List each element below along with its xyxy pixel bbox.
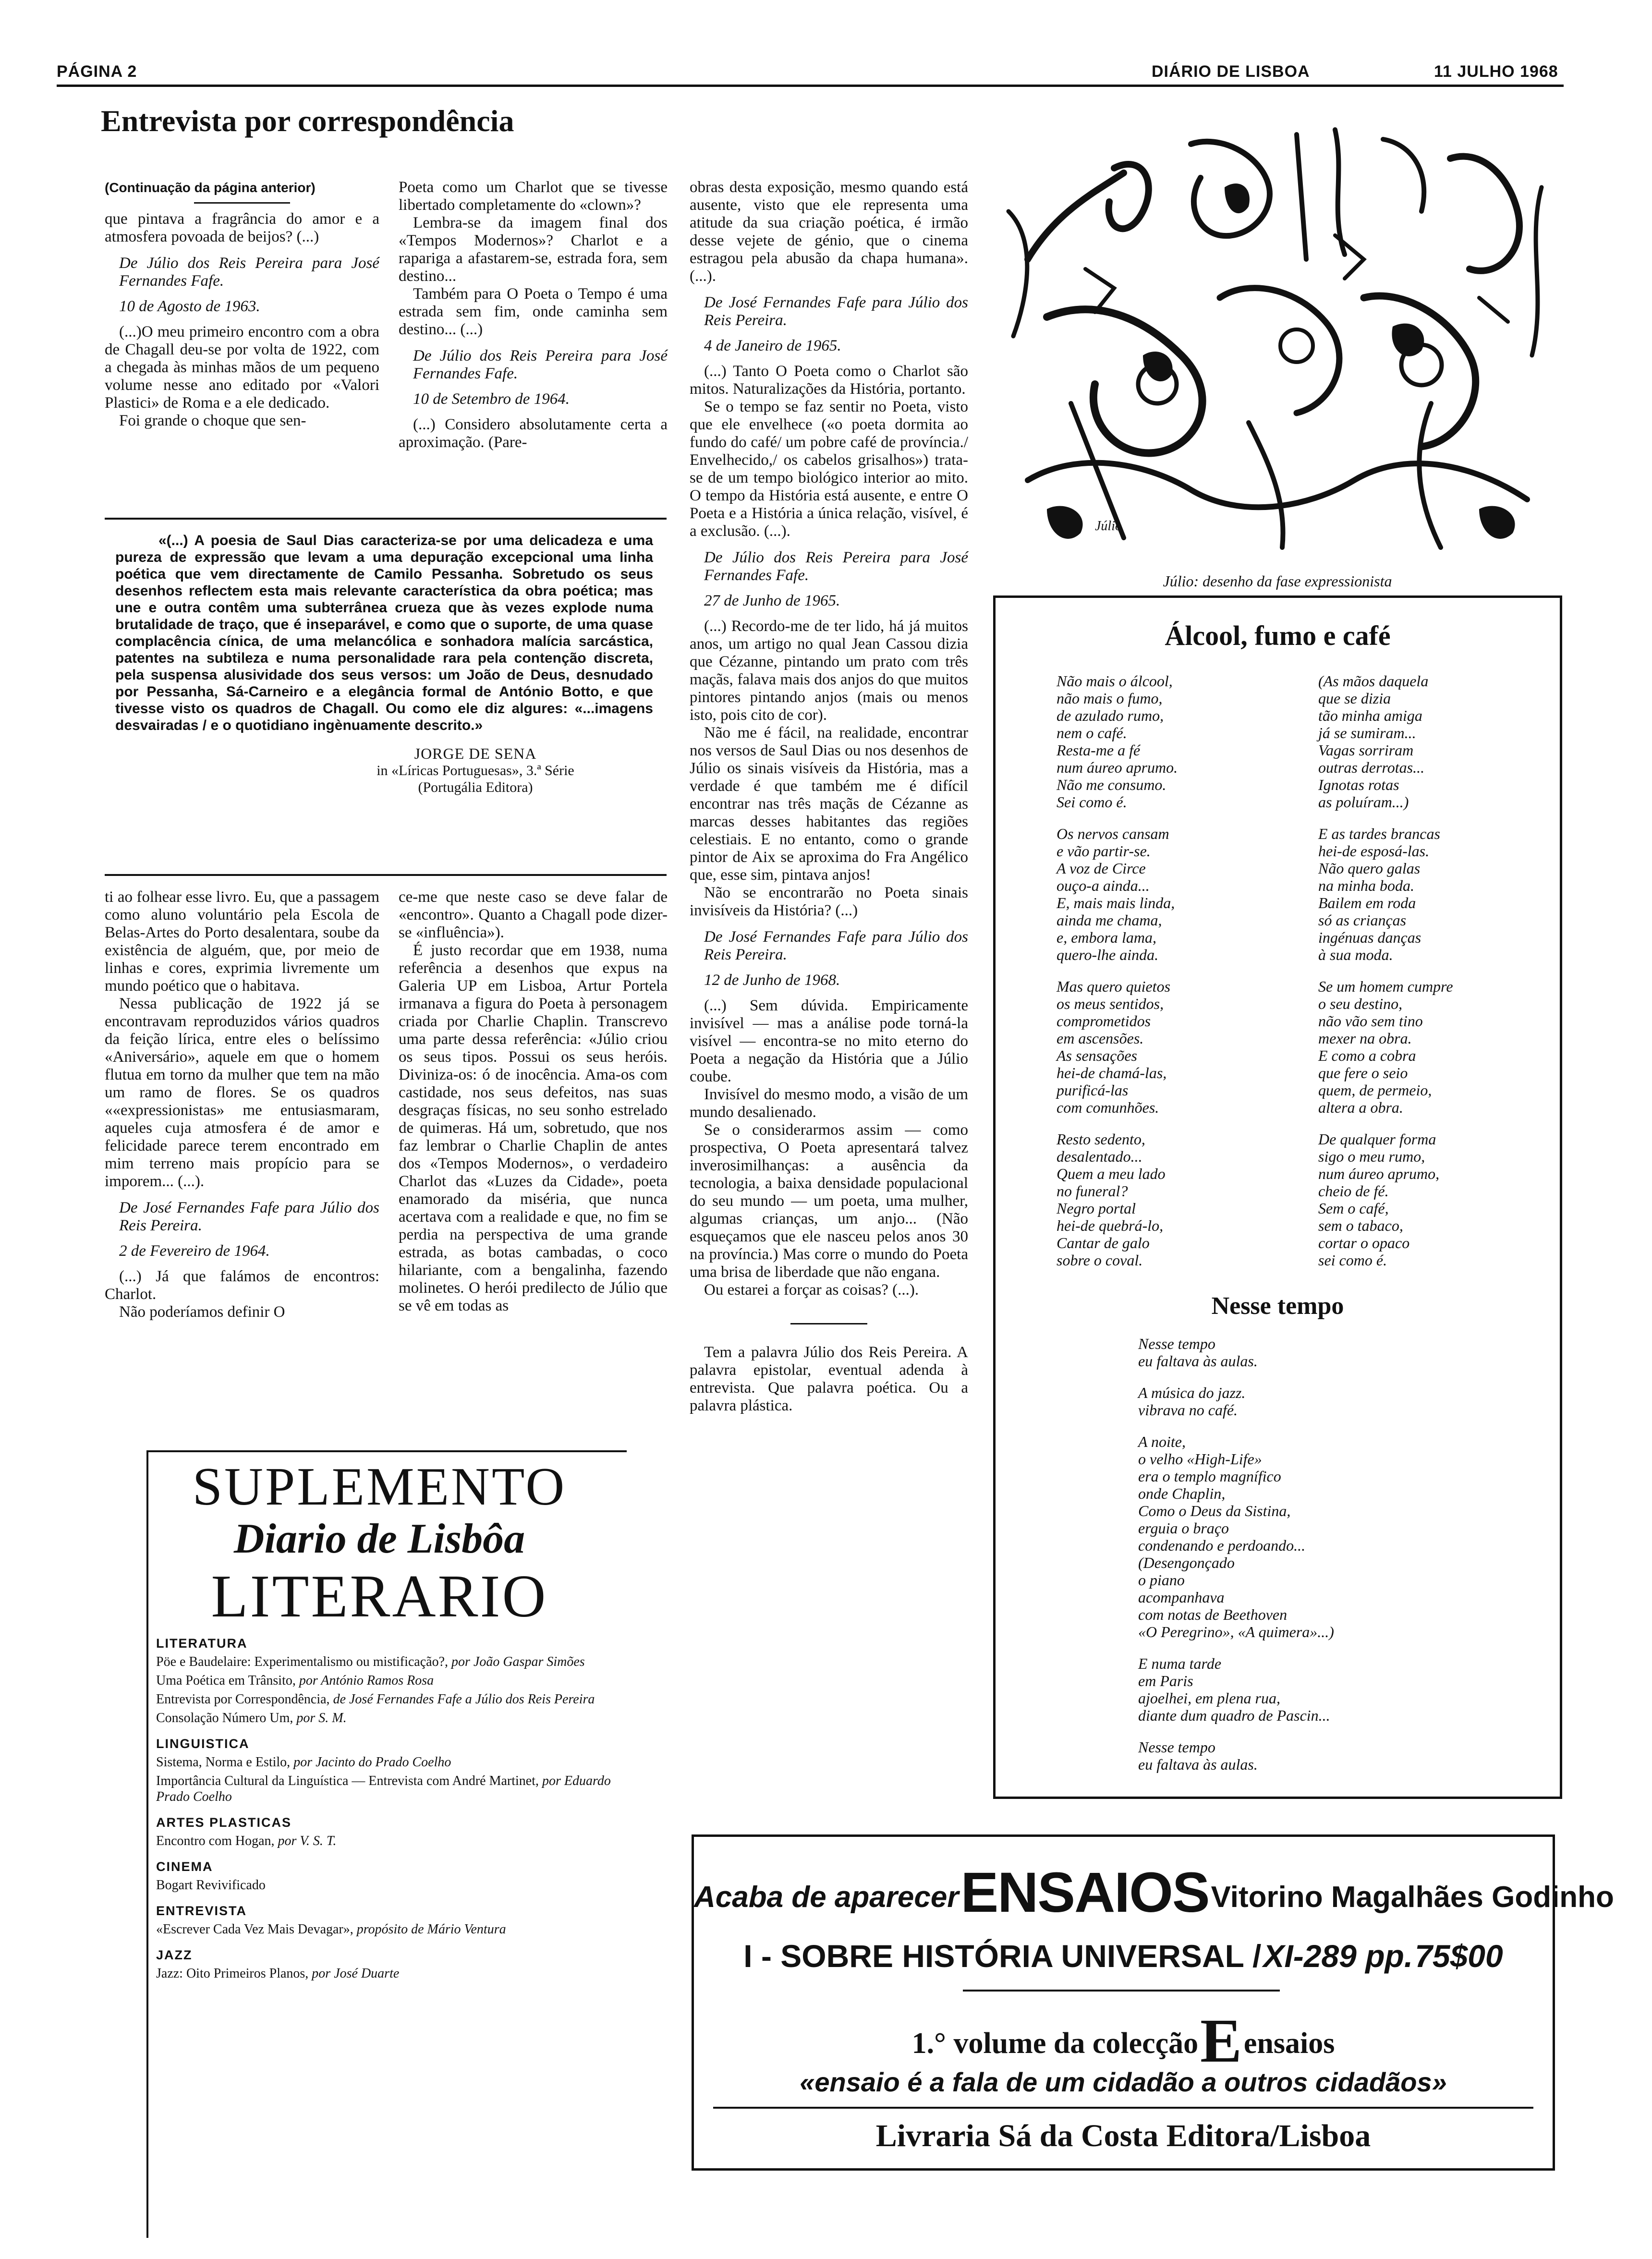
poem-1-left-column (1057, 672, 1287, 1283)
poem-line: Bailem em roda (1318, 894, 1416, 911)
poem-line: em ascensões. (1057, 1030, 1144, 1047)
poem-line: o seu destino, (1318, 995, 1403, 1012)
continuation-note: (Continuação da página anterior) (105, 180, 316, 195)
poem-line: Não mais o álcool, (1057, 672, 1173, 690)
supplement-section-heading: JAZZ (156, 1948, 193, 1962)
poem-line: ingénuas danças (1318, 929, 1421, 946)
poem-stanza (1057, 978, 1287, 1116)
letter-date: 10 de Setembro de 1964. (413, 390, 570, 408)
supplement-rule-top (146, 1450, 627, 1452)
supplement-item-title: Sistema, Norma e Estilo, (156, 1755, 294, 1770)
poem-line: Vagas sorriram (1318, 741, 1414, 759)
quote-author: JORGE DE SENA (414, 745, 537, 762)
poem-line: hei-de chamá-las, (1057, 1064, 1167, 1081)
poem-stanza (1138, 1335, 1474, 1370)
paragraph: Não poderíamos definir O (119, 1303, 285, 1321)
poem-line: Os nervos cansam (1057, 825, 1169, 842)
paragraph: Se o considerarmos assim — como prospectiva, O Poeta apresentará talvez inverosimilhanças: a ausência da tecnologia, a baixa densidade populacional do seu mundo — um poeta, uma mulher, algumas crianças, um anjo... (Não esqueçamos que ele nasceu pelos anos 30 na província.) Mas corre o mundo do Poeta uma brisa de liberdade que não engana. (690, 1121, 968, 1281)
short-rule (194, 202, 290, 204)
column-2-bottom (399, 888, 668, 1315)
paragraph: (...) Já que falámos de encontros: Charlot. (105, 1268, 379, 1303)
paragraph: Lembra-se da imagem final dos «Tempos Modernos»? Charlot e a rapariga a afastarem-se, estrada fora, sem destino... (399, 214, 668, 285)
poem-line: que fere o seio (1318, 1064, 1408, 1081)
poem-line: E numa tarde (1138, 1655, 1222, 1672)
poem-line: Negro portal (1057, 1200, 1136, 1217)
poem-stanza (1318, 978, 1539, 1116)
poem-line: os meus sentidos, (1057, 995, 1164, 1012)
poem-line: as poluíram...) (1318, 793, 1409, 811)
poem-line: Não quero galas (1318, 860, 1421, 877)
poem-line: quem, de permeio, (1318, 1081, 1432, 1099)
poem-line: Resta-me a fé (1057, 741, 1141, 759)
supplement-item (156, 1654, 612, 1670)
paragraph: que pintava a fragrância do amor e a atmosfera povoada de beijos? (...) (105, 210, 379, 245)
poem-line: de azulado rumo, (1057, 707, 1164, 724)
quote-rule-bottom (105, 874, 667, 876)
poem-line: A voz de Circe (1057, 860, 1146, 877)
poem-line: sobre o coval. (1057, 1251, 1143, 1269)
ad-divider (963, 1990, 1280, 1992)
poem-line: Mas quero quietos (1057, 978, 1171, 995)
poem-line: hei-de quebrá-lo, (1057, 1217, 1164, 1234)
expressionist-drawing (999, 115, 1556, 567)
poem-line: sem o tabaco, (1318, 1217, 1403, 1234)
poem-line: Ignotas rotas (1318, 776, 1399, 793)
poem-line: sigo o meu rumo, (1318, 1148, 1425, 1165)
poem-line: As sensações (1057, 1047, 1137, 1064)
paragraph: Poeta como um Charlot que se tivesse libertado completamente do «clown»? (399, 179, 668, 214)
poem-line: (Desengonçado (1138, 1554, 1235, 1571)
poem-line: hei-de esposá-las. (1318, 842, 1430, 860)
quote-text: «(...) A poesia de Saul Dias caracteriza-se por uma delicadeza e uma pureza de expressão que levam a uma depuração excepcional uma linha poética que vem directamente de Camilo Pessanha. Sobretudo os seus desenhos reflectem esta mais relevante característica da obra poética; mas une e outra contêm uma subterrânea crueza que às vezes explode numa brutalidade de traço, que é inseparável, e como que o suporte, de uma quase complacência cínica, de uma melancólica e sonhadora malícia sarcástica, patentes na subtileza e numa personalidade rara pela contenção discreta, pela suspensa alusividade dos seus versos: um João de Deus, desnudado por Pessanha, Sá-Carneiro e a elegância formal de António Botto, e que tivesse visto os quadros de Chagall. Ou como ele diz algures: «...imagens desvairadas / e o quotidiano ingènuamente descrito.» (115, 533, 653, 733)
ad-subtitle-line (694, 1938, 1553, 1974)
poem-line: e vão partir-se. (1057, 842, 1151, 860)
supplement-section-heading: LITERATURA (156, 1636, 248, 1651)
poem-line: purificá-las (1057, 1081, 1129, 1099)
letter-date: 4 de Janeiro de 1965. (704, 337, 841, 354)
poem-line: não mais o fumo, (1057, 690, 1163, 707)
letter-signature: De Júlio dos Reis Pereira para José Fernandes Fafe. (119, 255, 379, 290)
quote-box (115, 532, 653, 796)
poem-stanza (1138, 1738, 1474, 1773)
poem-stanza (1318, 825, 1539, 963)
supplement-item (156, 1966, 612, 1981)
supplement-item-author: por Eduardo Prado Coelho (156, 1773, 611, 1804)
poem-line: outras derrotas... (1318, 759, 1425, 776)
supplement-item (156, 1773, 612, 1805)
paragraph: (...) Tanto O Poeta como o Charlot são mitos. Naturalizações da História, portanto. (690, 363, 968, 398)
closing-paragraph: Tem a palavra Júlio dos Reis Pereira. A palavra epistolar, eventual adenda à entrevista. Que palavra poética. Ou a palavra plástica. (690, 1344, 968, 1414)
ad-title-line (694, 1860, 1614, 1925)
ad-book-title: ENSAIOS (960, 1861, 1209, 1924)
paragraph: Ou estarei a forçar as coisas? (...). (704, 1281, 919, 1299)
poem-line: E, mais mais linda, (1057, 894, 1175, 911)
supplement-item-title: Pöe e Baudelaire: Experimentalismo ou mistificação?, (156, 1654, 452, 1669)
paragraph: (...) Sem dúvida. Empiricamente invisível — mas a análise pode torná-la visível — encontra-se no mito eterno do Poeta a negação da História que a Júlio coube. (690, 997, 968, 1085)
poem-line: eu faltava às aulas. (1138, 1352, 1258, 1370)
supplement-item-title: Consolação Número Um, (156, 1711, 297, 1725)
supplement-item (156, 1921, 612, 1937)
poem-line: em Paris (1138, 1672, 1193, 1689)
paragraph: ce-me que neste caso se deve falar de «encontro». Quanto a Chagall pode dizer-se «influência»). (399, 888, 668, 941)
poem-line: «O Peregrino», «A quimera»...) (1138, 1623, 1334, 1640)
ad-slogan (694, 2066, 1553, 2098)
poem-line: comprometidos (1057, 1012, 1151, 1030)
poem-line: altera a obra. (1318, 1099, 1403, 1116)
letter-signature: De José Fernandes Fafe para Júlio dos Reis Pereira. (704, 928, 968, 963)
supplement-item (156, 1673, 612, 1688)
supplement-title-bottom: LITERARIO (211, 1563, 548, 1630)
supplement-item-author: de José Fernandes Fafe a Júlio dos Reis Pereira (333, 1692, 595, 1707)
ad-subtitle: I - SOBRE HISTÓRIA UNIVERSAL / (743, 1938, 1262, 1974)
poem-line: desalentado... (1057, 1148, 1142, 1165)
poem-line: E as tardes brancas (1318, 825, 1440, 842)
poem-line: Resto sedento, (1057, 1130, 1145, 1148)
paragraph: É justo recordar que em 1938, numa referência a desenhos que expus na Galeria UP em Lisboa, Artur Portela irmanava a figura do Poeta à personagem criada por Charlie Chaplin. Transcrevo uma parte dessa referência: «Júlio criou os seus tipos. Possui os seus heróis. Diviniza-os: ó de inocência. Ama-os com castidade, nos seus defeitos, nas suas desgraças físicas, no seu sonho estrelado de quimeras. Há um, sobretudo, que nos faz lembrar o Charlie Chaplin de antes dos «Tempos Modernos», o verdadeiro Charlot das «Luzes da Cidade», poeta enamorado da miséria, que nunca acertava com a realidade e que, no fim se perdia na perspectiva de uma grande estrada, as botas cambadas, o coco hilariante, com a bengalinha, fazendo molinetes. O herói predilecto de Júlio que se vê em todas as (399, 942, 668, 1314)
poem-line: à sua moda. (1318, 946, 1393, 963)
poem-line: De qualquer forma (1318, 1130, 1436, 1148)
poem-line: que se dizia (1318, 690, 1391, 707)
supplement-item (156, 1833, 612, 1849)
supplement-item (156, 1691, 612, 1707)
poem-line: na minha boda. (1318, 877, 1414, 894)
supplement-item-title: Bogart Revivificado (156, 1878, 266, 1893)
paragraph: (...) Considero absolutamente certa a aproximação. (Pare- (399, 416, 668, 451)
book-advertisement (692, 1834, 1614, 2171)
quote-source: in «Líricas Portuguesas», 3.ª Série (377, 763, 574, 778)
poem-line: quero-lhe ainda. (1057, 946, 1159, 963)
supplement-section-heading: CINEMA (156, 1859, 213, 1874)
poem-stanza (1318, 1130, 1539, 1269)
poem-line: onde Chaplin, (1138, 1485, 1226, 1502)
poem-line: num áureo aprumo. (1057, 759, 1178, 776)
poem-line: no funeral? (1057, 1182, 1128, 1200)
paragraph: Não se encontrarão no Poeta sinais invisíveis da História? (...) (690, 884, 968, 919)
supplement-item-title: Uma Poética em Trânsito, (156, 1673, 299, 1688)
poem-line: sei como é. (1318, 1251, 1387, 1269)
supplement-item-author: por V. S. T. (278, 1834, 337, 1848)
newspaper-name: DIÁRIO DE LISBOA (1152, 62, 1310, 81)
letter-signature: De Júlio dos Reis Pereira para José Fernandes Fafe. (704, 549, 968, 584)
ad-volume-a: 1.° volume da colecção (911, 2027, 1199, 2060)
column-1-bottom (105, 888, 379, 1321)
supplement-title-top: SUPLEMENTO (192, 1457, 567, 1517)
poem-line: Sem o café, (1318, 1200, 1389, 1217)
ad-publisher-line (694, 2118, 1553, 2154)
quote-publisher: (Portugália Editora) (418, 779, 533, 795)
poem-line: cheio de fé. (1318, 1182, 1389, 1200)
supplement-item-title: Encontro com Hogan, (156, 1834, 278, 1848)
column-3 (690, 179, 968, 1415)
supplement-item (156, 1710, 612, 1726)
supplement-item-author: por José Duarte (312, 1966, 400, 1981)
poem-line: o piano (1138, 1571, 1185, 1589)
column-2-top (399, 179, 668, 451)
poem-line: Quem a meu lado (1057, 1165, 1166, 1182)
paragraph: Invisível do mesmo modo, a visão de um mundo desalienado. (690, 1086, 968, 1121)
supplement-rule-left (146, 1450, 148, 2238)
poem-line: num áureo aprumo, (1318, 1165, 1440, 1182)
letter-date: 2 de Fevereiro de 1964. (119, 1242, 270, 1260)
header-rule (57, 85, 1564, 87)
supplement-item-author: por Jacinto do Prado Coelho (293, 1755, 451, 1770)
poem-stanza (1057, 1130, 1287, 1269)
poem-2 (1138, 1335, 1474, 1787)
poem-line: ajoelhei, em plena rua, (1138, 1689, 1280, 1707)
poem-line: acompanhava (1138, 1589, 1225, 1606)
poem-line: o velho «High-Life» (1138, 1450, 1262, 1468)
ad-publisher: Livraria Sá da Costa Editora/Lisboa (875, 2118, 1371, 2153)
poem-stanza (1318, 672, 1539, 811)
ad-slogan-text: «ensaio é a fala de um cidadão a outros cidadãos» (800, 2067, 1447, 2097)
ad-lead: Acaba de aparecer (694, 1881, 959, 1914)
paragraph: ti ao folhear esse livro. Eu, que a passagem como aluno voluntário pela Escola de Belas-Artes do Porto desalentara, soube da existência de alguém, que, por meio de linhas e cores, exprimia livremente um mundo poético que o habitava. (105, 888, 379, 995)
poem-title-1: Álcool, fumo e café (1165, 620, 1391, 651)
page-number: PÁGINA 2 (57, 62, 137, 81)
drawing-caption: Júlio: desenho da fase expressionista (1163, 572, 1392, 590)
supplement-item-author: por João Gaspar Simões (451, 1654, 585, 1669)
paragraph: Nessa publicação de 1922 já se encontravam reproduzidos vários quadros da feição lírica, entre eles o belíssimo «Aniversário», aquele em que o homem flutua em torno da mulher que tem na mão um ramo de flores. Se os quadros ««expressionistas» me entusiasmaram, aqueles cuja atmosfera é de amor e felicidade parece terem encontrado em mim terreno mais propício para se imporem... (...). (105, 995, 379, 1190)
supplement-contents (156, 1626, 612, 1984)
ad-price: 75$00 (1415, 1938, 1503, 1974)
article-title: Entrevista por correspondência (101, 104, 514, 138)
supplement-section-heading: LINGUISTICA (156, 1737, 250, 1751)
supplement-item-title: Entrevista por Correspondência, (156, 1692, 333, 1707)
poem-stanza (1057, 825, 1287, 963)
supplement-section-heading: ARTES PLASTICAS (156, 1815, 292, 1830)
ad-pages: XI-289 pp. (1263, 1938, 1413, 1974)
poem-line: Como o Deus da Sistina, (1138, 1502, 1291, 1519)
poem-line: ainda me chama, (1057, 911, 1162, 929)
letter-signature: De Júlio dos Reis Pereira para José Fernandes Fafe. (413, 347, 668, 382)
supplement-item-author: propósito de Mário Ventura (356, 1922, 506, 1937)
paragraph: (...) Recordo-me de ter lido, há já muitos anos, um artigo no qual Jean Cassou dizia que Cézanne, pintando um prato com três maçãs, falava mais dos anjos do que muitos pintores pintando anjos (mais ou menos isto, pois cito de cor). (690, 618, 968, 724)
letter-date: 10 de Agosto de 1963. (119, 298, 260, 315)
letter-signature: De José Fernandes Fafe para Júlio dos Reis Pereira. (119, 1199, 379, 1234)
letter-date: 12 de Junho de 1968. (704, 972, 840, 989)
poem-line: tão minha amiga (1318, 707, 1422, 724)
poem-line: A noite, (1138, 1433, 1186, 1450)
paragraph: Foi grande o choque que sen- (119, 412, 306, 429)
paragraph: Também para O Poeta o Tempo é uma estrada sem fim, onde caminha sem destino... (...) (399, 285, 668, 338)
letter-date: 27 de Junho de 1965. (704, 592, 840, 609)
ad-volume-b: ensaios (1243, 2027, 1335, 2060)
paragraph: obras desta exposição, mesmo quando está ausente, visto que ele representa uma atitude da sua criação poética, é irmão desse vejete de génio, que o cinema estragou pela abusão da chapa humana». (...). (690, 179, 968, 285)
poem-line: diante dum quadro de Pascin... (1138, 1707, 1330, 1724)
poem-line: Se um homem cumpre (1318, 978, 1453, 995)
poem-line: com comunhões. (1057, 1099, 1159, 1116)
poem-line: e, embora lama, (1057, 929, 1156, 946)
poem-line: era o templo magnífico (1138, 1468, 1281, 1485)
poem-line: E como a cobra (1318, 1047, 1416, 1064)
poem-stanza (1138, 1433, 1474, 1640)
poem-line: Nesse tempo (1138, 1335, 1215, 1352)
poem-line: A música do jazz. (1138, 1384, 1246, 1401)
ad-collection-logo: E (1200, 2006, 1242, 2076)
poem-line: já se sumiram... (1318, 724, 1416, 741)
poem-line: só as crianças (1318, 911, 1407, 929)
supplement-item-author: por António Ramos Rosa (299, 1673, 434, 1688)
poem-line: (As mãos daquela (1318, 672, 1429, 690)
poem-line: não vão sem tino (1318, 1012, 1423, 1030)
poem-line: mexer na obra. (1318, 1030, 1412, 1047)
poem-line: vibrava no café. (1138, 1401, 1238, 1419)
paragraph: Se o tempo se faz sentir no Poeta, visto que ele envelhece («o poeta dormita ao fundo do café/ um pobre café de província./ Envelhecido,/ os cabelos grisalhos») trata-se de um tempo biológico interior ao mito. O tempo da História está ausente, e entre O Poeta e a História a única relação, visível, é a exclusão. (...). (690, 398, 968, 540)
drawing-signature: Júlio (1095, 519, 1122, 534)
drawing-svg (999, 115, 1556, 567)
supplement-item-author: por S. M. (296, 1711, 347, 1725)
short-rule (790, 1323, 867, 1324)
letter-signature: De José Fernandes Fafe para Júlio dos Reis Pereira. (704, 294, 968, 329)
paragraph: (...)O meu primeiro encontro com a obra de Chagall deu-se por volta de 1922, com a chegada às minhas mãos de um pequeno volume nesse ano editado por «Valori Plastici» de Roma e a ele dedicado. (105, 323, 379, 412)
paragraph: Não me é fácil, na realidade, encontrar nos versos de Saul Dias ou nos desenhos de Júlio os sinais visíveis da História, mas a verdade é que também me é difícil encontrar nas três maçãs de Cézanne as marcas desses habitantes das regiões celestiais. E no entanto, como o grande pintor de Aix se aproxima do Fra Angélico que, esse sim, pintava anjos! (690, 724, 968, 884)
poem-line: eu faltava às aulas. (1138, 1756, 1258, 1773)
poem-line: ouço-a ainda... (1057, 877, 1150, 894)
column-1-top (105, 179, 379, 430)
quote-rule-top (105, 518, 667, 520)
poem-stanza (1138, 1384, 1474, 1419)
supplement-item (156, 1877, 612, 1893)
supplement-title-masthead: Diario de Lisbôa (233, 1516, 525, 1562)
poem-line: Sei como é. (1057, 793, 1127, 811)
supplement-item (156, 1754, 612, 1770)
supplement-item-title: Jazz: Oito Primeiros Planos, (156, 1966, 312, 1981)
poem-line: Não me consumo. (1057, 776, 1166, 793)
poem-stanza (1057, 672, 1287, 811)
ad-author: Vitorino Magalhães Godinho (1211, 1881, 1614, 1914)
supplement-item-title: Importância Cultural da Linguística — Entrevista com André Martinet, (156, 1773, 543, 1788)
poem-line: Nesse tempo (1138, 1738, 1215, 1756)
poem-line: Cantar de galo (1057, 1234, 1150, 1251)
supplement-item-title: «Escrever Cada Vez Mais Devagar», (156, 1922, 357, 1937)
poem-line: com notas de Beethoven (1138, 1606, 1288, 1623)
poem-line: nem o café. (1057, 724, 1127, 741)
poem-1-right-column (1318, 672, 1539, 1283)
poem-title-2: Nesse tempo (1211, 1292, 1344, 1320)
poem-line: erguia o braço (1138, 1519, 1229, 1537)
poem-stanza (1138, 1655, 1474, 1724)
poem-line: cortar o opaco (1318, 1234, 1410, 1251)
poem-line: condenando e perdoando... (1138, 1537, 1306, 1554)
supplement-section-heading: ENTREVISTA (156, 1904, 247, 1918)
issue-date: 11 JULHO 1968 (1434, 62, 1558, 81)
ad-divider-2 (713, 2107, 1533, 2109)
